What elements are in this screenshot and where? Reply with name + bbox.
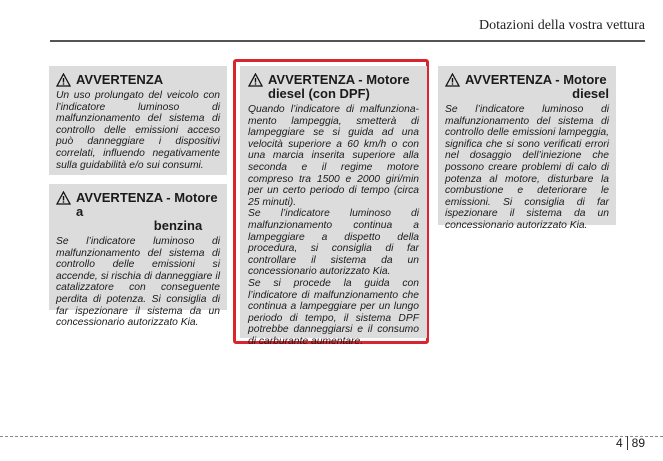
warning-box-text: Se l’indicatore luminoso di malfunzionamento del sistema di controllo delle emissioni si accende, si rischia di danneggiare il catalizzatore con conseguente perdita di potenza. Si consiglia di far ispezionare il sistema da un concessionario autorizzato Kia. [56,236,220,329]
page-number-divider [627,436,628,450]
warning-box-title: AVVERTENZA - Motore [268,72,410,87]
warning-triangle-icon [445,73,460,87]
warning-box-text [248,104,419,347]
chapter-number: 4 [615,436,623,450]
warning-box-petrol [49,184,227,329]
page-number-value: 89 [631,436,645,450]
warning-paragraph: Quando l’indicatore di malfunziona-mento lampeggia, smetterà di lampeggiare se si guida ad una velocità superiore a 60 km/h o con una marcia inserita superiore alla seconda e il regime motore compreso tra 1500 e 2000 giri/min per un certo periodo di tempo (circa 25 minuti). [248,104,419,208]
page-number [616,436,645,450]
warning-triangle-icon [56,73,71,87]
warning-box-diesel-dpf [240,66,427,347]
warning-box-text: Se l’indicatore luminoso di malfunzionamento del sistema di controllo delle emissioni lampeggia, significa che si sono verificati errori nel dosaggio dell’iniezione che possono creare problemi di calo di potenza al motore, disturbare la combustione e deteriorare le emissioni. Si consiglia di far ispezionare il sistema da un concessionario autorizzato Kia. [445,104,609,231]
header-rule [50,40,645,42]
warning-box-heading [248,73,419,101]
warning-triangle-icon [56,191,71,205]
page-header-title: Dotazioni della vostra vettura [479,18,645,33]
warning-box-heading [56,191,220,233]
warning-box-subtitle: benzina [153,218,203,233]
warning-paragraph: Se l’indicatore luminoso di malfunzionamento continua a lampeggiare a dispetto della procedura, si consiglia di far controllare il sistema da un concessionario autorizzato Kia. [248,208,419,278]
warning-box-heading [56,73,220,87]
warning-box-title: AVVERTENZA - Motore [465,72,607,87]
warning-box-subtitle: diesel (con DPF) [268,86,370,101]
warning-box-general [49,66,227,175]
warning-box-heading [445,73,609,101]
warning-triangle-icon [248,73,263,87]
warning-box-text: Un uso prolungato del veicolo con l’indicatore luminoso di malfunzionamento del sistema di controllo delle emissioni acceso può danneggiare i dispositivi correlati, influendo negativamente sulla guidabilità e/o sui consumi. [56,90,220,171]
warning-box-diesel [438,66,616,231]
footer-rule [0,436,663,437]
warning-box-subtitle: diesel [572,86,609,101]
warning-paragraph: Se si procede la guida con l’indicatore di malfunzionamento che continua a lampeggiare per un lungo periodo di tempo, il sistema DPF potrebbe danneggiarsi e il consumo di carburante aumentare. [248,277,419,347]
warning-box-title: AVVERTENZA - Motore a [76,190,218,219]
warning-box-title: AVVERTENZA [76,72,164,87]
